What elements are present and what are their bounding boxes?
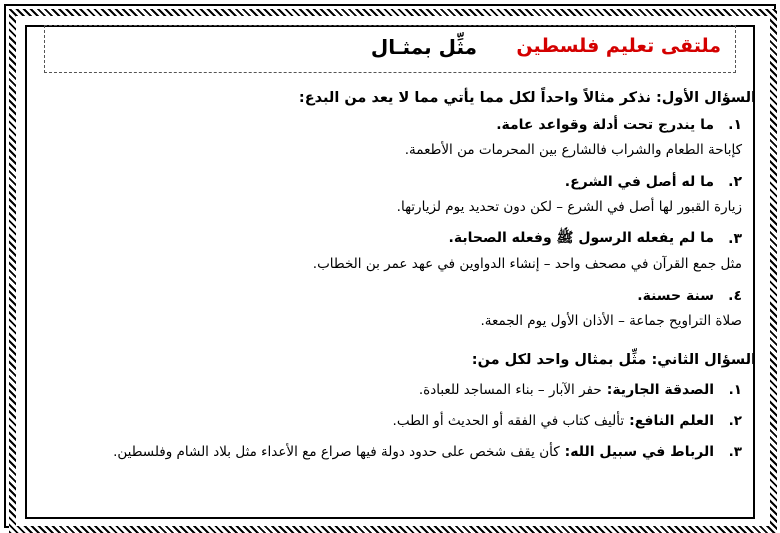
site-name: ملتقى تعليم فلسطين (516, 35, 721, 57)
item-label: الرباط في سبيل الله: (564, 443, 714, 460)
section2-item (40, 374, 760, 405)
item-text: تأليف كتاب في الفقه أو الحديث أو الطب. (392, 412, 625, 429)
item-number: ٤. (728, 288, 742, 304)
section2-item (40, 405, 760, 436)
item-number: ٣. (728, 443, 742, 460)
header-box (44, 25, 736, 73)
item-number: ١. (728, 381, 742, 398)
item-question (40, 169, 760, 195)
item-title: ما يندرج تحت أدلة وقواعد عامة. (496, 117, 714, 133)
item-title: سنة حسنة. (637, 288, 714, 304)
section1-item (40, 169, 760, 226)
item-answer: زيارة القبور لها أصل في الشرع – لكن دون تحديد يوم لزيارتها. (396, 199, 742, 215)
item-answer: مثل جمع القرآن في مصحف واحد – إنشاء الدواوين في عهد عمر بن الخطاب. (312, 256, 742, 272)
item-question (40, 112, 760, 138)
section1-item (40, 112, 760, 169)
item-answer: كإباحة الطعام والشراب فالشارع بين المحرمات من الأطعمة. (404, 142, 742, 158)
item-title: ما لم يفعله الرسول ﷺ وفعله الصحابة. (448, 230, 714, 246)
item-number: ٣. (728, 231, 742, 247)
item-label: العلم النافع: (629, 412, 714, 429)
section1-item (40, 226, 760, 283)
item-number: ٢. (728, 174, 742, 190)
item-answer: صلاة التراويح جماعة – الأذان الأول يوم الجمعة. (480, 313, 742, 329)
section2-heading: السؤال الثاني: مثِّل بمثال واحد لكل من: (471, 352, 756, 368)
item-question (40, 226, 760, 252)
item-text: كأن يقف شخص على حدود دولة فيها صراع مع الأعداء مثل بلاد الشام وفلسطين. (113, 443, 560, 460)
item-number: ٢. (728, 412, 742, 429)
worksheet-content (40, 84, 760, 467)
section2-item (40, 436, 760, 467)
section1-heading: السؤال الأول: نذكر مثالاً واحداً لكل مما يأتي مما لا يعد من البدع: (298, 90, 756, 106)
item-text: حفر الآبار – بناء المساجد للعبادة. (418, 381, 602, 398)
item-question (40, 283, 760, 309)
item-label: الصدقة الجارية: (606, 381, 714, 398)
item-title: ما له أصل في الشرع. (564, 174, 714, 190)
page-title: مثِّل بمثـال (370, 35, 477, 59)
item-number: ١. (728, 117, 742, 133)
section1-item (40, 283, 760, 340)
